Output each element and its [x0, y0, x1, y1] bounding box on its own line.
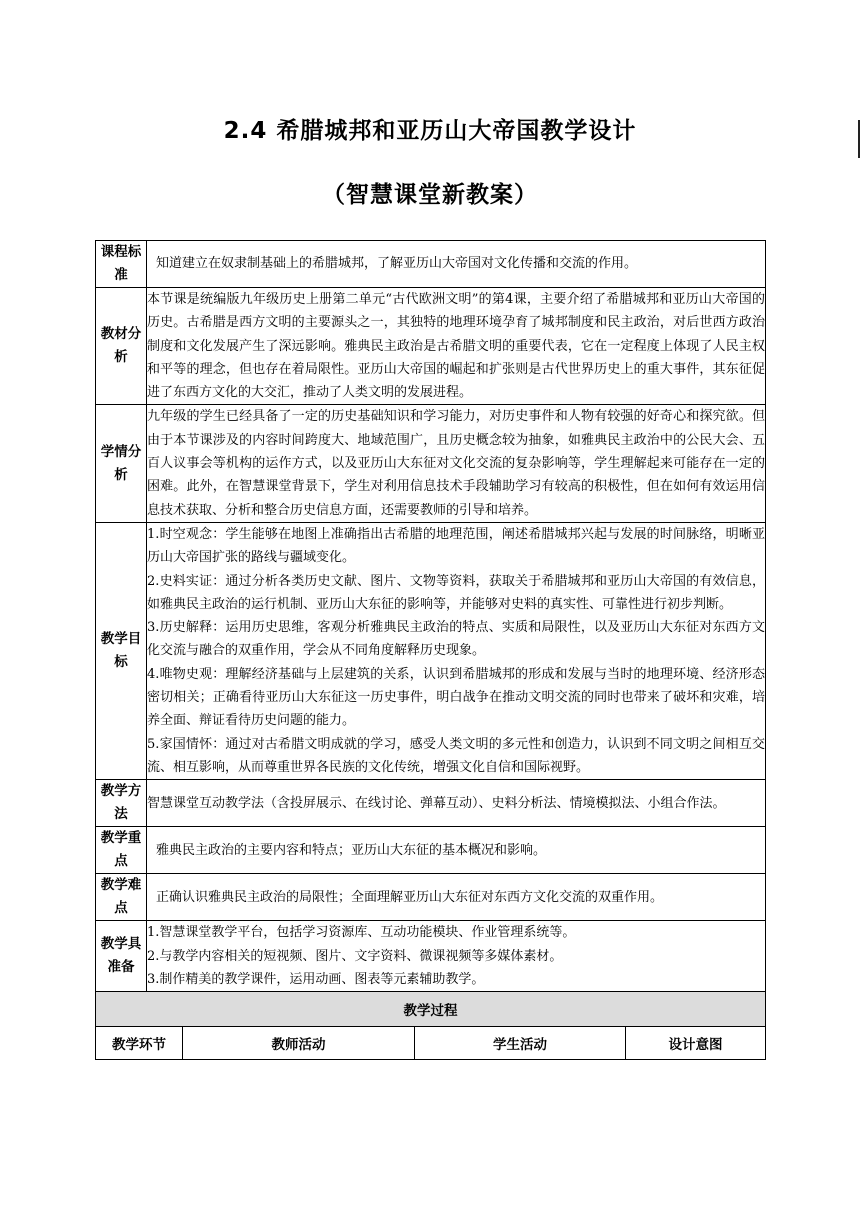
document-title: 2.4 希腊城邦和亚历山大帝国教学设计	[223, 118, 637, 144]
content-preparation	[147, 921, 766, 992]
lesson-plan-table	[95, 240, 766, 1060]
row-textbook-analysis	[96, 288, 766, 405]
content-course-standard: 知道建立在奴隶制基础上的希腊城邦，了解亚历山大帝国对文化传播和交流的作用。	[147, 241, 766, 288]
row-course-standard	[96, 241, 766, 288]
column-teacher-activity: 教师活动	[183, 1027, 415, 1059]
content-textbook-analysis: 本节课是统编版九年级历史上册第二单元“古代欧洲文明”的第4课，主要介绍了希腊城邦和亚历山大帝国的历史。古希腊是西方文明的主要源头之一，其独特的地理环境孕育了城邦制度和民主政治，对后世西方政治制度和文化发展产生了深远影响。雅典民主政治是古希腊文明的重要代表，它在一定程度上体现了人民主权和平等的理念，但也存在着局限性。亚历山大帝国的崛起和扩张则是古代世界历史上的重大事件，其东征促进了东西方文化的大交汇，推动了人类文明的发展进程。	[147, 288, 766, 405]
row-student-analysis	[96, 405, 766, 522]
column-stage: 教学环节	[96, 1027, 183, 1059]
label-textbook-analysis: 教材分析	[96, 288, 147, 405]
label-teaching-objectives: 教学目标	[96, 522, 147, 779]
content-key-points: 雅典民主政治的主要内容和特点；亚历山大东征的基本概况和影响。	[147, 827, 766, 874]
content-teaching-methods: 智慧课堂互动教学法（含投屏展示、在线讨论、弹幕互动）、史料分析法、情境模拟法、小组合作法。	[147, 780, 766, 827]
content-student-analysis: 九年级的学生已经具备了一定的历史基础知识和学习能力，对历史事件和人物有较强的好奇心和探究欲。但由于本节课涉及的内容时间跨度大、地域范围广，且历史概念较为抽象，如雅典民主政治中的公民大会、五百人议事会等机构的运作方式，以及亚历山大东征对文化交流的复杂影响等，学生理解起来可能存在一定的困难。此外，在智慧课堂背景下，学生对利用信息技术手段辅助学习有较高的积极性，但在如何有效运用信息技术获取、分析和整合历史信息方面，还需要教师的引导和培养。	[147, 405, 766, 522]
column-student-activity: 学生活动	[415, 1027, 626, 1059]
objective-item: 5.家国情怀：通过对古希腊文明成就的学习，感受人类文明的多元性和创造力，认识到不同文明之间相互交流、相互影响，从而尊重世界各民族的文化传统，增强文化自信和国际视野。	[147, 736, 765, 775]
preparation-item: 3.制作精美的教学课件，运用动画、图表等元素辅助教学。	[147, 971, 485, 987]
process-columns-table	[96, 1027, 765, 1059]
objective-item: 4.唯物史观：理解经济基础与上层建筑的关系，认识到希腊城邦的形成和发展与当时的地理环境、经济形态密切相关；正确看待亚历山大东征这一历史事件，明白战争在推动文明交流的同时也带来了破坏和灾难，培养全面、辩证看待历史问题的能力。	[147, 666, 765, 729]
label-course-standard: 课程标准	[96, 241, 147, 288]
row-preparation	[96, 921, 766, 992]
document-subtitle: （智慧课堂新教案）	[322, 182, 538, 208]
row-process-header	[96, 992, 766, 1027]
process-header: 教学过程	[96, 992, 766, 1027]
objective-item: 1.时空观念：学生能够在地图上准确指出古希腊的地理范围，阐述希腊城邦兴起与发展的时间脉络，明晰亚历山大帝国扩张的路线与疆域变化。	[147, 526, 765, 566]
label-preparation: 教学具准备	[96, 921, 147, 992]
row-teaching-objectives	[96, 522, 766, 779]
label-difficulties: 教学难点	[96, 874, 147, 921]
process-columns-cell	[96, 1027, 766, 1060]
label-student-analysis: 学情分析	[96, 405, 147, 522]
row-teaching-methods	[96, 780, 766, 827]
row-key-points	[96, 827, 766, 874]
column-design-intent: 设计意图	[668, 1037, 723, 1054]
content-teaching-objectives	[147, 522, 766, 779]
preparation-item: 1.智慧课堂教学平台，包括学习资源库、互动功能模块、作业管理系统等。	[147, 925, 576, 941]
row-process-columns	[96, 1027, 766, 1060]
row-difficulties	[96, 874, 766, 921]
objective-item: 2.史料实证：通过分析各类历史文献、图片、文物等资料，获取关于希腊城邦和亚历山大帝国的有效信息，如雅典民主政治的运行机制、亚历山大东征的影响等，并能够对史料的真实性、可靠性进行初步判断。	[147, 573, 765, 612]
content-difficulties: 正确认识雅典民主政治的局限性；全面理解亚历山大东征对东西方文化交流的双重作用。	[147, 874, 766, 921]
label-key-points: 教学重点	[96, 827, 147, 874]
objective-item: 3.历史解释：运用历史思维，客观分析雅典民主政治的特点、实质和局限性，以及亚历山大东征对东西方文化交流与融合的双重作用，学会从不同角度解释历史现象。	[147, 620, 765, 659]
preparation-item: 2.与教学内容相关的短视频、图片、文字资料、微课视频等多媒体素材。	[147, 948, 563, 964]
label-teaching-methods: 教学方法	[96, 780, 147, 827]
